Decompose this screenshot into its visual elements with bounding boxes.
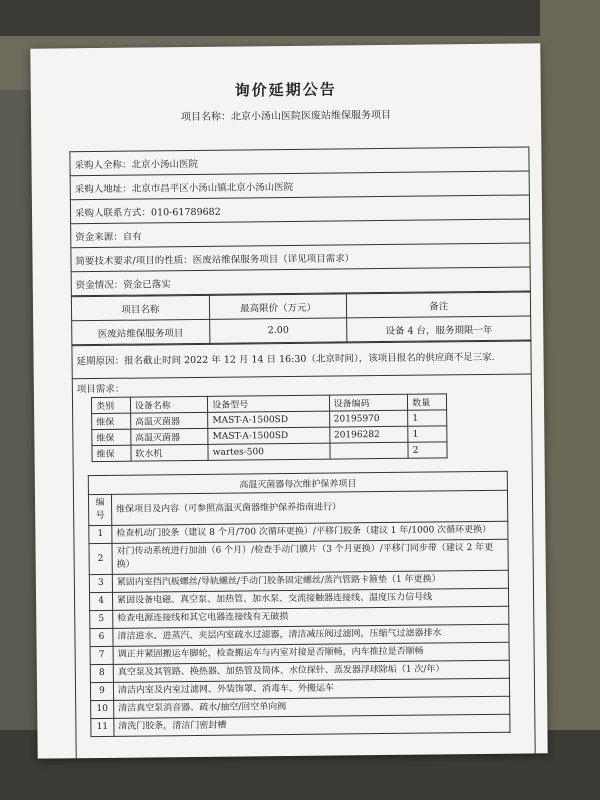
maintenance-num: 9 — [90, 682, 113, 700]
equipment-cell: 高温灭菌器 — [131, 428, 209, 445]
equipment-header: 设备型号 — [208, 395, 330, 412]
equipment-cell: 维保 — [92, 445, 131, 461]
maintenance-table — [88, 471, 511, 737]
maintenance-num: 11 — [91, 718, 114, 736]
maintenance-num: 6 — [90, 628, 113, 646]
equipment-cell: wartes-500 — [208, 443, 330, 460]
maintenance-content: 紧固内室挡汽板螺丝/导轨螺丝/手动门胶条固定螺丝/蒸汽管路卡箍垫（1 年更换） — [112, 570, 508, 592]
maintenance-content: 调正并紧固搬运车脚轮，检查搬运车与内室对接是否顺畅，内车推拉是否顺畅 — [113, 642, 509, 664]
price-header-project: 项目名称 — [71, 295, 209, 320]
fund-source: 资金来源：自有 — [71, 219, 530, 248]
equipment-header: 设备名称 — [130, 396, 208, 413]
price-limit: 2.00 — [209, 318, 347, 343]
price-table — [71, 291, 531, 345]
maintenance-header-content: 维保项目及内容（可参照高温灭菌器维护保养指南进行） — [111, 490, 507, 525]
purchaser-address: 采购人地址：北京市昌平区小汤山镇北京小汤山医院 — [70, 171, 529, 200]
maintenance-content: 清洁真空泵消音器、疏水/抽空/回空单向阀 — [114, 696, 510, 718]
equipment-cell: MAST-A-1500SD — [208, 411, 330, 428]
equipment-header: 类别 — [91, 397, 130, 413]
reason-table — [71, 340, 536, 758]
maintenance-content: 清洁进水、进蒸汽、夹层内室疏水过滤器，清洁减压阀过滤网，压缩气过滤器排水 — [113, 624, 509, 646]
project-name-line: 项目名称：北京小汤山医院医废站维保服务项目 — [180, 109, 392, 124]
purchaser-name: 采购人全称：北京小汤山医院 — [70, 147, 529, 176]
equipment-table — [91, 393, 448, 462]
maintenance-content: 紧固设备电磁、真空泵、加热管、加水泵、交流接触器连接线、温度压力信号线 — [112, 588, 508, 610]
requirements-row — [72, 374, 535, 759]
equipment-cell: 1 — [408, 410, 447, 426]
paper-content — [31, 76, 548, 731]
maintenance-num: 3 — [89, 574, 112, 592]
equipment-cell: 高温灭菌器 — [130, 412, 208, 429]
fund-status: 资金情况：资金已落实 — [71, 267, 530, 296]
maintenance-num: 10 — [91, 700, 114, 718]
equipment-cell: 20195970 — [329, 410, 408, 427]
main-info-block — [69, 146, 536, 758]
requirements-cell — [72, 374, 535, 759]
price-header-limit: 最高限价（万元） — [209, 294, 347, 319]
maintenance-num: 1 — [89, 525, 112, 543]
equipment-cell: 维保 — [92, 413, 131, 429]
desk-background-right — [540, 0, 600, 800]
maintenance-content: 对门传动系统进行加油（6 个月）/检查手动门膜片（3 个月更换）/平移门同步带（建议 2 年更换） — [112, 539, 508, 574]
maintenance-content: 检查机动门胶条（建议 8 个月/700 次循环更换）/平移门胶条（建议 1 年/1000 次循环更换） — [112, 521, 508, 543]
notice-paper — [30, 43, 547, 758]
requirements-label: 项目需求： — [76, 383, 125, 396]
maintenance-content: 真空泵及其管路、换热器、加热管及筒体、水位探针、蒸发器浮球除垢（1 次/年） — [113, 660, 509, 682]
technical-requirements: 简要技术要求/项目的性质：医废站维保服务项目（详见项目需求） — [71, 243, 530, 272]
equipment-cell: 20196282 — [329, 426, 408, 443]
equipment-header: 数量 — [408, 394, 447, 410]
maintenance-content: 清洁内室及内室过滤网、外装饰罩、消毒车、外搬运车 — [113, 678, 509, 700]
maintenance-row — [91, 714, 510, 736]
maintenance-row — [89, 539, 508, 574]
maintenance-num: 8 — [90, 664, 113, 682]
maintenance-num: 2 — [89, 543, 112, 574]
maintenance-content: 清洗门胶条，清洁门密封槽 — [114, 714, 510, 736]
equipment-cell: 1 — [408, 426, 447, 442]
desk-band — [0, 0, 600, 36]
maintenance-num: 7 — [90, 646, 113, 664]
maintenance-header-num: 编号 — [88, 494, 111, 525]
equipment-cell: MAST-A-1500SD — [208, 427, 330, 444]
delay-reason: 延期原因：报名截止时间 2022 年 12 月 14 日 16:30（北京时间），该项目报名的供应商不足三家. — [72, 341, 531, 379]
maintenance-num: 5 — [90, 610, 113, 628]
price-remark: 设备 4 台，服务期限一年 — [347, 316, 531, 342]
maintenance-header-row — [88, 490, 507, 525]
equipment-row — [92, 442, 447, 462]
notice-title: 询价延期公告 — [234, 80, 337, 100]
info-table — [69, 146, 530, 296]
maintenance-num: 4 — [89, 592, 112, 610]
price-project: 医废站维保服务项目 — [72, 319, 210, 344]
equipment-header: 设备编码 — [329, 394, 408, 411]
purchaser-contact: 采购人联系方式：010-61789682 — [70, 195, 529, 224]
equipment-cell: 软水机 — [131, 444, 209, 461]
price-header-remark: 备注 — [347, 292, 531, 318]
equipment-cell — [330, 442, 409, 459]
equipment-cell: 2 — [408, 442, 447, 458]
reason-row — [72, 341, 531, 379]
maintenance-content: 检查电源连接线和其它电器连接线有无破损 — [113, 606, 509, 628]
equipment-cell: 维保 — [92, 429, 131, 445]
maintenance-title: 高温灭菌器每次维护保养项目 — [88, 471, 507, 494]
